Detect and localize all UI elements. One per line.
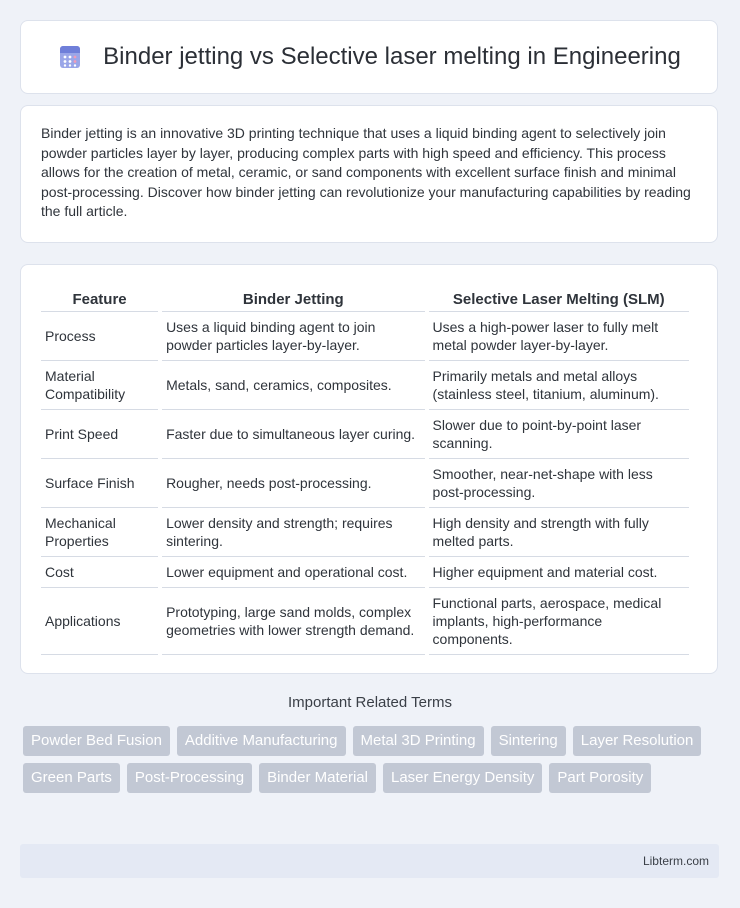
table-row: [41, 410, 689, 459]
related-term-tag[interactable]: Post-Processing: [127, 763, 252, 793]
feature-cell: Mechanical Properties: [41, 508, 158, 557]
related-term-tag[interactable]: Part Porosity: [549, 763, 651, 793]
related-term-tag[interactable]: Binder Material: [259, 763, 376, 793]
related-term-tag[interactable]: Laser Energy Density: [383, 763, 542, 793]
slm-cell: High density and strength with fully melted parts.: [429, 508, 689, 557]
table-row: [41, 312, 689, 361]
intro-section: [20, 105, 718, 243]
comparison-table: [37, 285, 693, 655]
slm-cell: Uses a high-power laser to fully melt metal powder layer-by-layer.: [429, 312, 689, 361]
table-row: [41, 588, 689, 655]
binder-jetting-cell: Metals, sand, ceramics, composites.: [162, 361, 424, 410]
feature-cell: Process: [41, 312, 158, 361]
column-header-feature: Feature: [41, 285, 158, 312]
related-term-tag[interactable]: Green Parts: [23, 763, 120, 793]
related-term-tag[interactable]: Sintering: [491, 726, 566, 756]
binder-jetting-cell: Rougher, needs post-processing.: [162, 459, 424, 508]
related-term-tag[interactable]: Additive Manufacturing: [177, 726, 346, 756]
comparison-section: [20, 264, 718, 674]
slm-cell: Slower due to point-by-point laser scanning.: [429, 410, 689, 459]
binder-jetting-cell: Lower density and strength; requires sintering.: [162, 508, 424, 557]
binder-jetting-cell: Faster due to simultaneous layer curing.: [162, 410, 424, 459]
binder-jetting-cell: Prototyping, large sand molds, complex geometries with lower strength demand.: [162, 588, 424, 655]
slm-cell: Functional parts, aerospace, medical implants, high-performance components.: [429, 588, 689, 655]
footer: [20, 844, 719, 878]
table-header-row: [41, 285, 689, 312]
table-row: [41, 508, 689, 557]
calculator-icon: [57, 44, 83, 70]
related-terms-title: Important Related Terms: [288, 694, 452, 711]
table-row: [41, 361, 689, 410]
binder-jetting-cell: Lower equipment and operational cost.: [162, 557, 424, 588]
feature-cell: Cost: [41, 557, 158, 588]
feature-cell: Print Speed: [41, 410, 158, 459]
intro-text: Binder jetting is an innovative 3D printing technique that uses a liquid binding agent to selectively join powder particles layer by layer, producing complex parts with high speed and efficiency. This process allows for the creation of metal, ceramic, or sand components with excellent surface finish and minimal post-processing. Discover how binder jetting can revolutionize your manufacturing capabilities by reading the full article.: [41, 125, 691, 219]
binder-jetting-cell: Uses a liquid binding agent to join powder particles layer-by-layer.: [162, 312, 424, 361]
footer-site-link[interactable]: Libterm.com: [642, 854, 709, 868]
column-header-binder-jetting: Binder Jetting: [162, 285, 424, 312]
related-term-tag[interactable]: Metal 3D Printing: [353, 726, 484, 756]
related-term-tag[interactable]: Powder Bed Fusion: [23, 726, 170, 756]
page-title: Binder jetting vs Selective laser melting in Engineering: [103, 43, 681, 70]
related-terms-list: [23, 726, 723, 793]
related-term-tag[interactable]: Layer Resolution: [573, 726, 702, 756]
column-header-slm: Selective Laser Melting (SLM): [429, 285, 689, 312]
slm-cell: Smoother, near-net-shape with less post-processing.: [429, 459, 689, 508]
table-row: [41, 459, 689, 508]
feature-cell: Material Compatibility: [41, 361, 158, 410]
slm-cell: Higher equipment and material cost.: [429, 557, 689, 588]
table-row: [41, 557, 689, 588]
slm-cell: Primarily metals and metal alloys (stainless steel, titanium, aluminum).: [429, 361, 689, 410]
page-header: [20, 20, 718, 94]
feature-cell: Applications: [41, 588, 158, 655]
feature-cell: Surface Finish: [41, 459, 158, 508]
